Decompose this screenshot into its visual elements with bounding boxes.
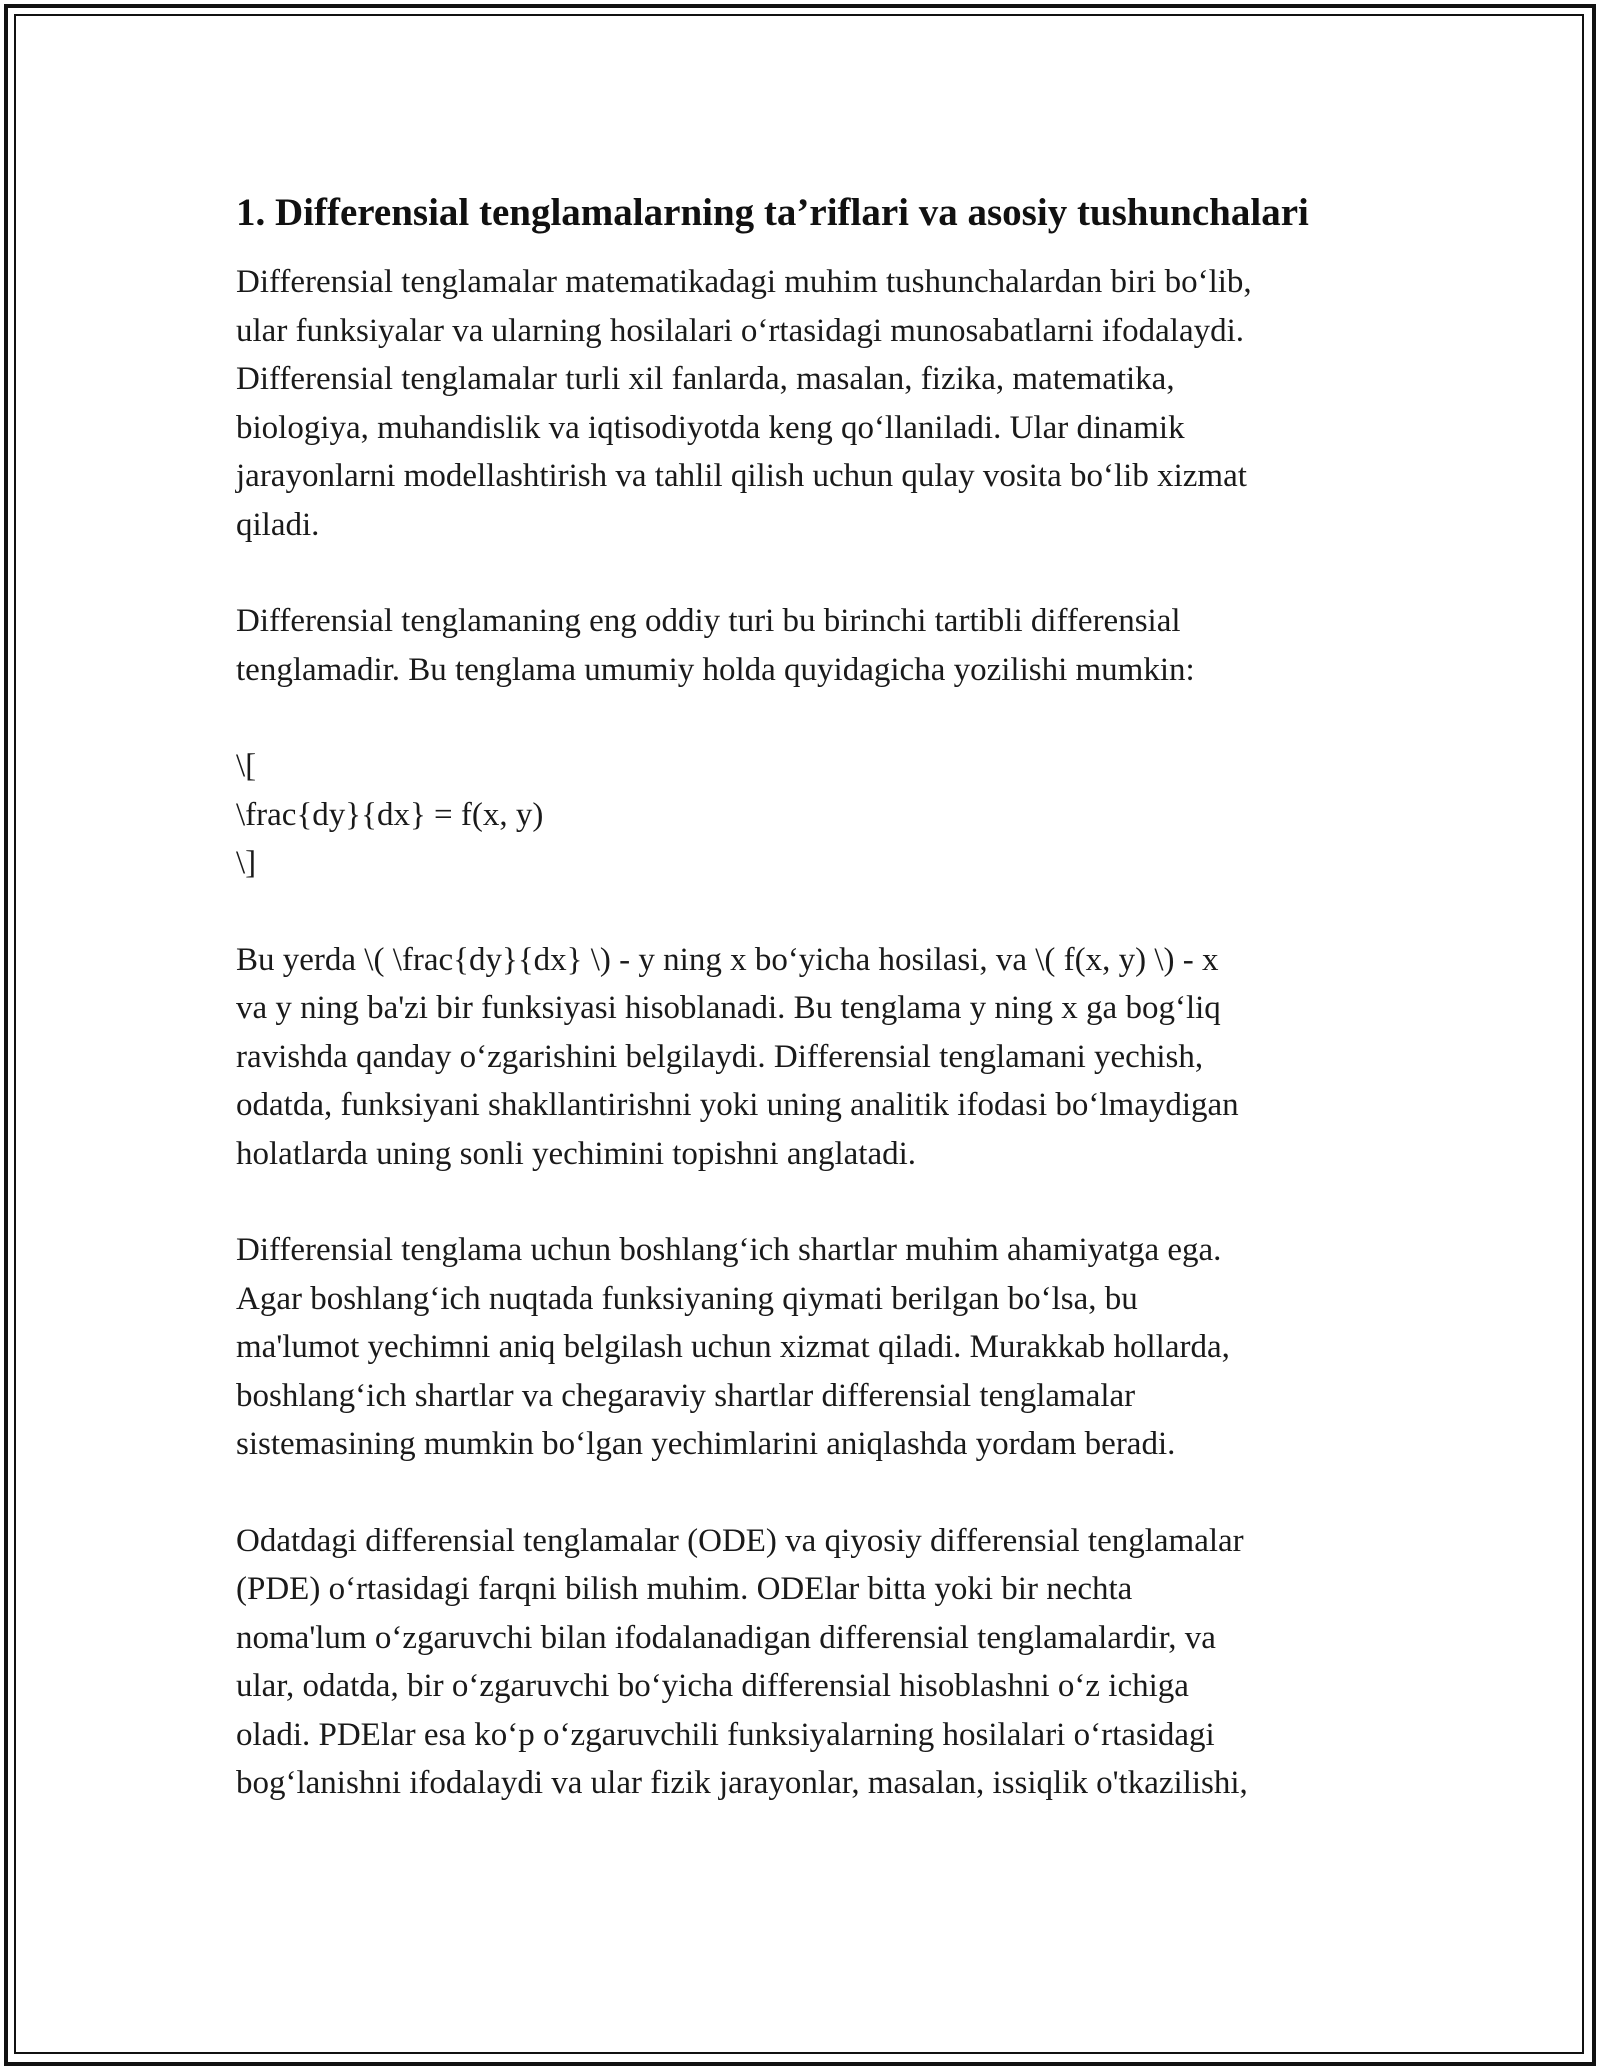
section-heading: 1. Differensial tenglamalarning ta’riflari va asosiy tushunchalari <box>236 191 1309 234</box>
paragraph-first-order: Differensial tenglamaning eng oddiy turi bu birinchi tartibli differensial tenglamadir. Bu tenglama umumiy holda quyidagicha yozilishi mumkin: <box>236 603 1195 688</box>
paragraph-ode-pde: Odatdagi differensial tenglamalar (ODE) va qiyosiy differensial tenglamalar (PDE) oʻrtasidagi farqni bilish muhim. ODElar bitta yoki bir nechta noma'lum oʻzgaruvchi bilan ifodalanadigan differensial tenglamalardir, va ular, odatda, bir oʻzgaruvchi boʻyicha differensial hisoblashni oʻz ichiga oladi. PDElar esa koʻp oʻzgaruvchili funksiyalarning hosilalari oʻrtasidagi bogʻlanishni ifodalaydi va ular fizik jarayonlar, masalan, issiqlik o'tkazilishi, <box>236 1522 1248 1801</box>
document-body <box>236 185 1376 1856</box>
paragraph-initial-conditions: Differensial tenglama uchun boshlangʻich shartlar muhim ahamiyatga ega. Agar boshlangʻich nuqtada funksiyaning qiymati berilgan boʻlsa, bu ma'lumot yechimni aniq belgilash uchun xizmat qiladi. Murakkab hollarda, boshlangʻich shartlar va chegaraviy shartlar differensial tenglamalar sistemasining mumkin boʻlgan yechimlarini aniqlashda yordam beradi. <box>236 1232 1230 1462</box>
paragraph-derivative-explanation: Bu yerda \( \frac{dy}{dx} \) - y ning x boʻyicha hosilasi, va \( f(x, y) \) - x va y ning ba'zi bir funksiyasi hisoblanadi. Bu tenglama y ning x ga bogʻliq ravishda qanday oʻzgarishini belgilaydi. Differensial tenglamani yechish, odatda, funksiyani shakllantirishni yoki uning analitik ifodasi boʻlmaydigan holatlarda uning sonli yechimini topishni anglatadi. <box>236 941 1239 1172</box>
formula-block: \[ \frac{dy}{dx} = f(x, y) \] <box>236 748 544 881</box>
paragraph-intro: Differensial tenglamalar matematikadagi muhim tushunchalardan biri boʻlib, ular funksiyalar va ularning hosilalari oʻrtasidagi munosabatlarni ifodalaydi. Differensial tenglamalar turli xil fanlarda, masalan, fizika, matematika, biologiya, muhandislik va iqtisodiyotda keng qoʻllaniladi. Ular dinamik jarayonlarni modellashtirish va tahlil qilish uchun qulay vosita boʻlib xizmat qiladi. <box>236 264 1252 543</box>
